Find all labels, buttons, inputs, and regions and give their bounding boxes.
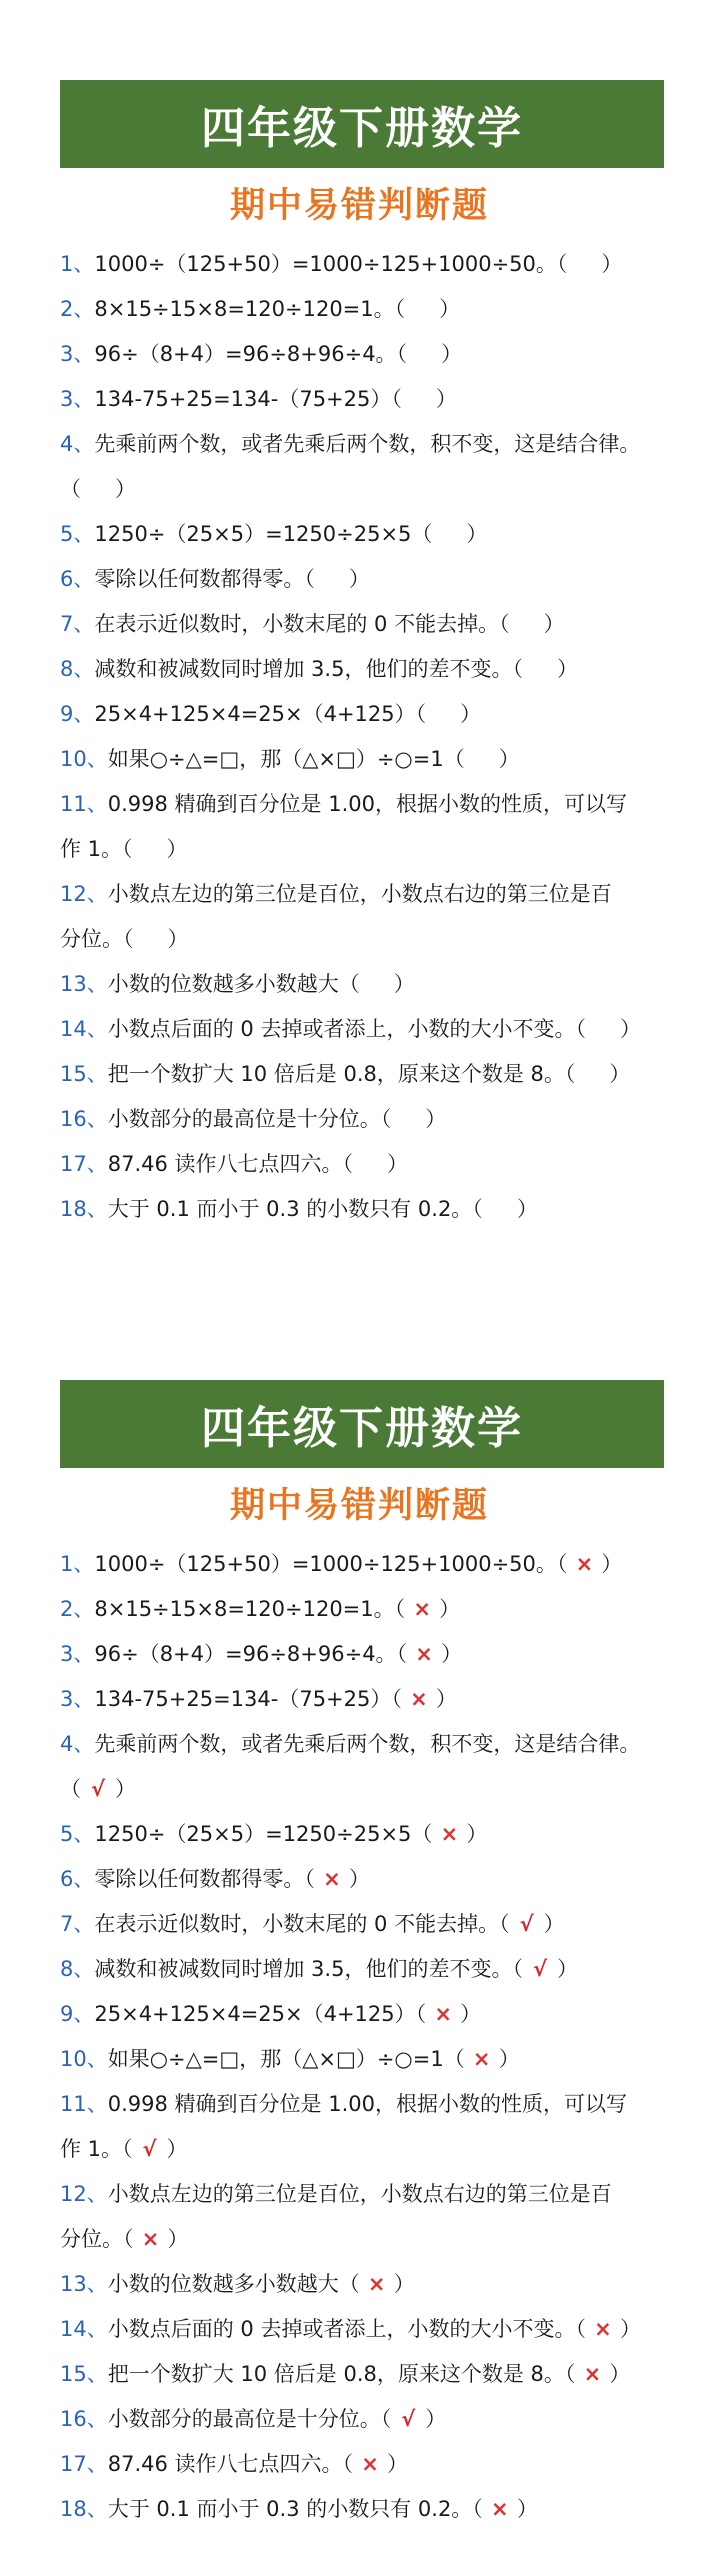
item-number: 9、 [60, 2002, 95, 2026]
judgement-item [60, 422, 680, 467]
item-paren-close: ） [609, 2362, 631, 2386]
item-text: 小数点左边的第三位是百位，小数点右边的第三位是百 [107, 882, 612, 906]
item-text: 25×4+125×4=25×（4+125）（ [94, 2002, 427, 2026]
check-mark: √ [142, 2137, 157, 2161]
item-number: 12、 [60, 882, 108, 906]
item-paren-close: ） [466, 522, 488, 546]
item-paren-close: ） [601, 1552, 623, 1576]
item-text: 0.998 精确到百分位是 1.00，根据小数的性质，可以写 [107, 2092, 627, 2116]
item-number: 4、 [60, 432, 95, 456]
title-banner: 四年级下册数学 [60, 80, 664, 168]
item-number: 8、 [60, 1957, 95, 1981]
judgement-item [60, 602, 680, 647]
item-paren-close: ） [393, 972, 415, 996]
item-number: 4、 [60, 1732, 95, 1756]
item-paren-close: ） [460, 2002, 482, 2026]
item-text: 8×15÷15×8=120÷120=1。（ [94, 1597, 406, 1621]
item-text: 小数的位数越多小数越大（ [107, 2272, 360, 2296]
judgement-item-continued [60, 1767, 680, 1812]
item-number: 5、 [60, 522, 95, 546]
item-text: 小数点后面的 0 去掉或者添上，小数的大小不变。（ [107, 1017, 586, 1041]
item-number: 16、 [60, 1107, 108, 1131]
cross-mark: × [434, 2002, 452, 2026]
judgement-item [60, 2487, 680, 2532]
judgement-item [60, 1857, 680, 1902]
item-text: 87.46 读作八七点四六。（ [107, 2452, 354, 2476]
judgement-item [60, 2352, 680, 2397]
item-text: 25×4+125×4=25×（4+125）（ [94, 702, 427, 726]
item-text: 在表示近似数时，小数末尾的 0 不能去掉。（ [94, 612, 510, 636]
item-number: 17、 [60, 1152, 108, 1176]
item-number: 14、 [60, 1017, 108, 1041]
item-number: 2、 [60, 297, 95, 321]
item-paren-close: ） [441, 1642, 463, 1666]
item-number: 14、 [60, 2317, 108, 2341]
item-text-line2: 作 1。（ [60, 837, 133, 861]
item-text-line2: 分位。（ [60, 2227, 134, 2251]
item-text: 1250÷（25×5）=1250÷25×5（ [94, 1822, 433, 1846]
item-number: 3、 [60, 1642, 95, 1666]
item-number: 9、 [60, 702, 95, 726]
item-text-line2: 分位。（ [60, 927, 134, 951]
judgement-item [60, 647, 680, 692]
judgement-item-continued [60, 917, 680, 962]
item-text: 大于 0.1 而小于 0.3 的小数只有 0.2。（ [107, 1197, 483, 1221]
item-text: 87.46 读作八七点四六。（ [107, 1152, 354, 1176]
item-text: 零除以任何数都得零。（ [94, 567, 315, 591]
judgement-item [60, 2037, 680, 2082]
item-text: 小数点后面的 0 去掉或者添上，小数的大小不变。（ [107, 2317, 586, 2341]
item-number: 18、 [60, 1197, 108, 1221]
check-mark: √ [401, 2407, 416, 2431]
judgement-item [60, 1097, 680, 1142]
item-text: 134-75+25=134-（75+25）（ [94, 387, 402, 411]
item-paren-close: ） [543, 1912, 565, 1936]
item-paren-close: ） [619, 1017, 641, 1041]
item-number: 12、 [60, 2182, 108, 2206]
item-text: 小数部分的最高位是十分位。（ [107, 2407, 392, 2431]
cross-mark: × [141, 2227, 160, 2251]
judgement-item [60, 737, 680, 782]
item-text: 零除以任何数都得零。（ [94, 1867, 315, 1891]
judgement-item-continued [60, 2127, 680, 2172]
item-paren-close: ） [516, 2497, 538, 2521]
judgement-item [60, 1902, 680, 1947]
judgement-item [60, 962, 680, 1007]
cross-mark: × [583, 2362, 602, 2386]
item-paren-close: ） [601, 252, 623, 276]
item-paren-close: ） [619, 2317, 641, 2341]
check-mark: √ [90, 1777, 105, 1801]
judgement-item [60, 692, 680, 737]
item-number: 8、 [60, 657, 95, 681]
item-paren-close: ） [439, 297, 461, 321]
item-paren-close: ） [556, 1957, 578, 1981]
judgement-item [60, 1677, 680, 1722]
judgement-item [60, 332, 680, 377]
item-text: 1000÷（125+50）=1000÷125+1000÷50。（ [94, 1552, 568, 1576]
item-text: 小数的位数越多小数越大（ [107, 972, 360, 996]
item-paren-close: ） [556, 657, 578, 681]
item-text: 96÷（8+4）=96÷8+96÷4。（ [94, 342, 408, 366]
item-number: 6、 [60, 567, 95, 591]
judgement-item [60, 1587, 680, 1632]
cross-mark: × [413, 1597, 431, 1621]
cross-mark: × [472, 2047, 491, 2071]
item-text: 1250÷（25×5）=1250÷25×5（ [94, 522, 433, 546]
item-number: 15、 [60, 2362, 108, 2386]
item-text: 先乘前两个数，或者先乘后两个数，积不变，这是结合律。 [94, 1732, 641, 1756]
judgement-item [60, 782, 680, 827]
judgement-item [60, 1542, 680, 1587]
item-number: 1、 [60, 252, 95, 276]
judgement-item [60, 1007, 680, 1052]
judgement-item [60, 287, 680, 332]
judgement-item [60, 377, 680, 422]
item-paren-close: ） [609, 1062, 631, 1086]
item-text-line2: 作 1。（ [60, 2137, 133, 2161]
item-number: 11、 [60, 2092, 108, 2116]
item-number: 2、 [60, 1597, 95, 1621]
item-paren-close: ） [543, 612, 565, 636]
judgement-item [60, 1947, 680, 1992]
item-number: 16、 [60, 2407, 108, 2431]
item-text: 减数和被减数同时增加 3.5，他们的差不变。（ [94, 657, 523, 681]
judgement-item [60, 2262, 680, 2307]
item-number: 7、 [60, 612, 95, 636]
item-paren-close: ） [393, 2272, 415, 2296]
item-text: 小数部分的最高位是十分位。（ [107, 1107, 392, 1131]
cross-mark: × [367, 2272, 386, 2296]
judgement-item [60, 1142, 680, 1187]
item-paren-close: ） [498, 747, 520, 771]
item-paren-close: ） [348, 567, 370, 591]
item-number: 5、 [60, 1822, 95, 1846]
item-number: 7、 [60, 1912, 95, 1936]
item-number: 3、 [60, 1687, 95, 1711]
item-text: 96÷（8+4）=96÷8+96÷4。（ [94, 1642, 408, 1666]
judgement-item-continued [60, 827, 680, 872]
check-mark: √ [519, 1912, 534, 1936]
item-paren-close: ） [460, 702, 482, 726]
item-number: 1、 [60, 1552, 95, 1576]
item-number: 6、 [60, 1867, 95, 1891]
judgement-item [60, 1187, 680, 1232]
item-paren-close: ） [516, 1197, 538, 1221]
judgement-item [60, 1722, 680, 1767]
item-text: 1000÷（125+50）=1000÷125+1000÷50。（ [94, 252, 568, 276]
item-number: 17、 [60, 2452, 108, 2476]
subtitle: 期中易错判断题 [229, 186, 489, 226]
item-text: 减数和被减数同时增加 3.5，他们的差不变。（ [94, 1957, 523, 1981]
item-paren-close: ） [435, 1687, 457, 1711]
item-text: 134-75+25=134-（75+25）（ [94, 1687, 402, 1711]
cross-mark: × [361, 2452, 379, 2476]
cross-mark: × [594, 2317, 612, 2341]
item-paren-close: ） [115, 1777, 136, 1801]
item-text-line2: （ [60, 477, 81, 501]
subtitle: 期中易错判断题 [229, 1486, 489, 1526]
item-number: 3、 [60, 342, 95, 366]
judgement-item [60, 872, 680, 917]
item-text: 小数点左边的第三位是百位，小数点右边的第三位是百 [107, 2182, 612, 2206]
item-paren-close: ） [115, 477, 136, 501]
judgement-item [60, 2397, 680, 2442]
item-text: 如果○÷△=□，那（△×□）÷○=1（ [107, 747, 465, 771]
judgement-item [60, 1632, 680, 1677]
judgement-item [60, 1052, 680, 1097]
item-text-line2: （ [60, 1777, 81, 1801]
item-paren-close: ） [425, 1107, 447, 1131]
item-text: 8×15÷15×8=120÷120=1。（ [94, 297, 406, 321]
title-banner: 四年级下册数学 [60, 1380, 664, 1468]
judgement-item-continued [60, 2217, 680, 2262]
item-number: 13、 [60, 972, 108, 996]
cross-mark: × [410, 1687, 428, 1711]
judgement-item [60, 242, 680, 287]
item-text: 先乘前两个数，或者先乘后两个数，积不变，这是结合律。 [94, 432, 641, 456]
cross-mark: × [415, 1642, 433, 1666]
judgement-item [60, 2082, 680, 2127]
item-text: 如果○÷△=□，那（△×□）÷○=1（ [107, 2047, 465, 2071]
item-number: 18、 [60, 2497, 108, 2521]
item-paren-close: ） [441, 342, 463, 366]
item-paren-close: ） [167, 927, 189, 951]
item-number: 11、 [60, 792, 108, 816]
cross-mark: × [323, 1867, 341, 1891]
cross-mark: × [491, 2497, 509, 2521]
item-paren-close: ） [348, 1867, 370, 1891]
item-paren-close: ） [166, 2137, 188, 2161]
item-paren-close: ） [387, 2452, 409, 2476]
item-number: 10、 [60, 747, 108, 771]
item-paren-close: ） [435, 387, 457, 411]
judgement-item [60, 1812, 680, 1857]
judgement-item [60, 2307, 680, 2352]
item-text: 0.998 精确到百分位是 1.00，根据小数的性质，可以写 [107, 792, 627, 816]
item-number: 3、 [60, 387, 95, 411]
item-paren-close: ） [498, 2047, 520, 2071]
judgement-item [60, 2442, 680, 2487]
item-paren-close: ） [425, 2407, 447, 2431]
item-text: 把一个数扩大 10 倍后是 0.8，原来这个数是 8。（ [107, 1062, 576, 1086]
cross-mark: × [575, 1552, 594, 1576]
item-number: 13、 [60, 2272, 108, 2296]
item-text: 大于 0.1 而小于 0.3 的小数只有 0.2。（ [107, 2497, 483, 2521]
item-number: 10、 [60, 2047, 108, 2071]
item-text: 在表示近似数时，小数末尾的 0 不能去掉。（ [94, 1912, 510, 1936]
judgement-item [60, 2172, 680, 2217]
item-paren-close: ） [466, 1822, 488, 1846]
judgement-item [60, 512, 680, 557]
item-number: 15、 [60, 1062, 108, 1086]
item-paren-close: ） [387, 1152, 409, 1176]
item-paren-close: ） [167, 2227, 189, 2251]
item-paren-close: ） [166, 837, 188, 861]
judgement-item-continued [60, 467, 680, 512]
item-paren-close: ） [439, 1597, 461, 1621]
check-mark: √ [532, 1957, 547, 1981]
judgement-item [60, 557, 680, 602]
item-text: 把一个数扩大 10 倍后是 0.8，原来这个数是 8。（ [107, 2362, 576, 2386]
cross-mark: × [440, 1822, 459, 1846]
judgement-item [60, 1992, 680, 2037]
